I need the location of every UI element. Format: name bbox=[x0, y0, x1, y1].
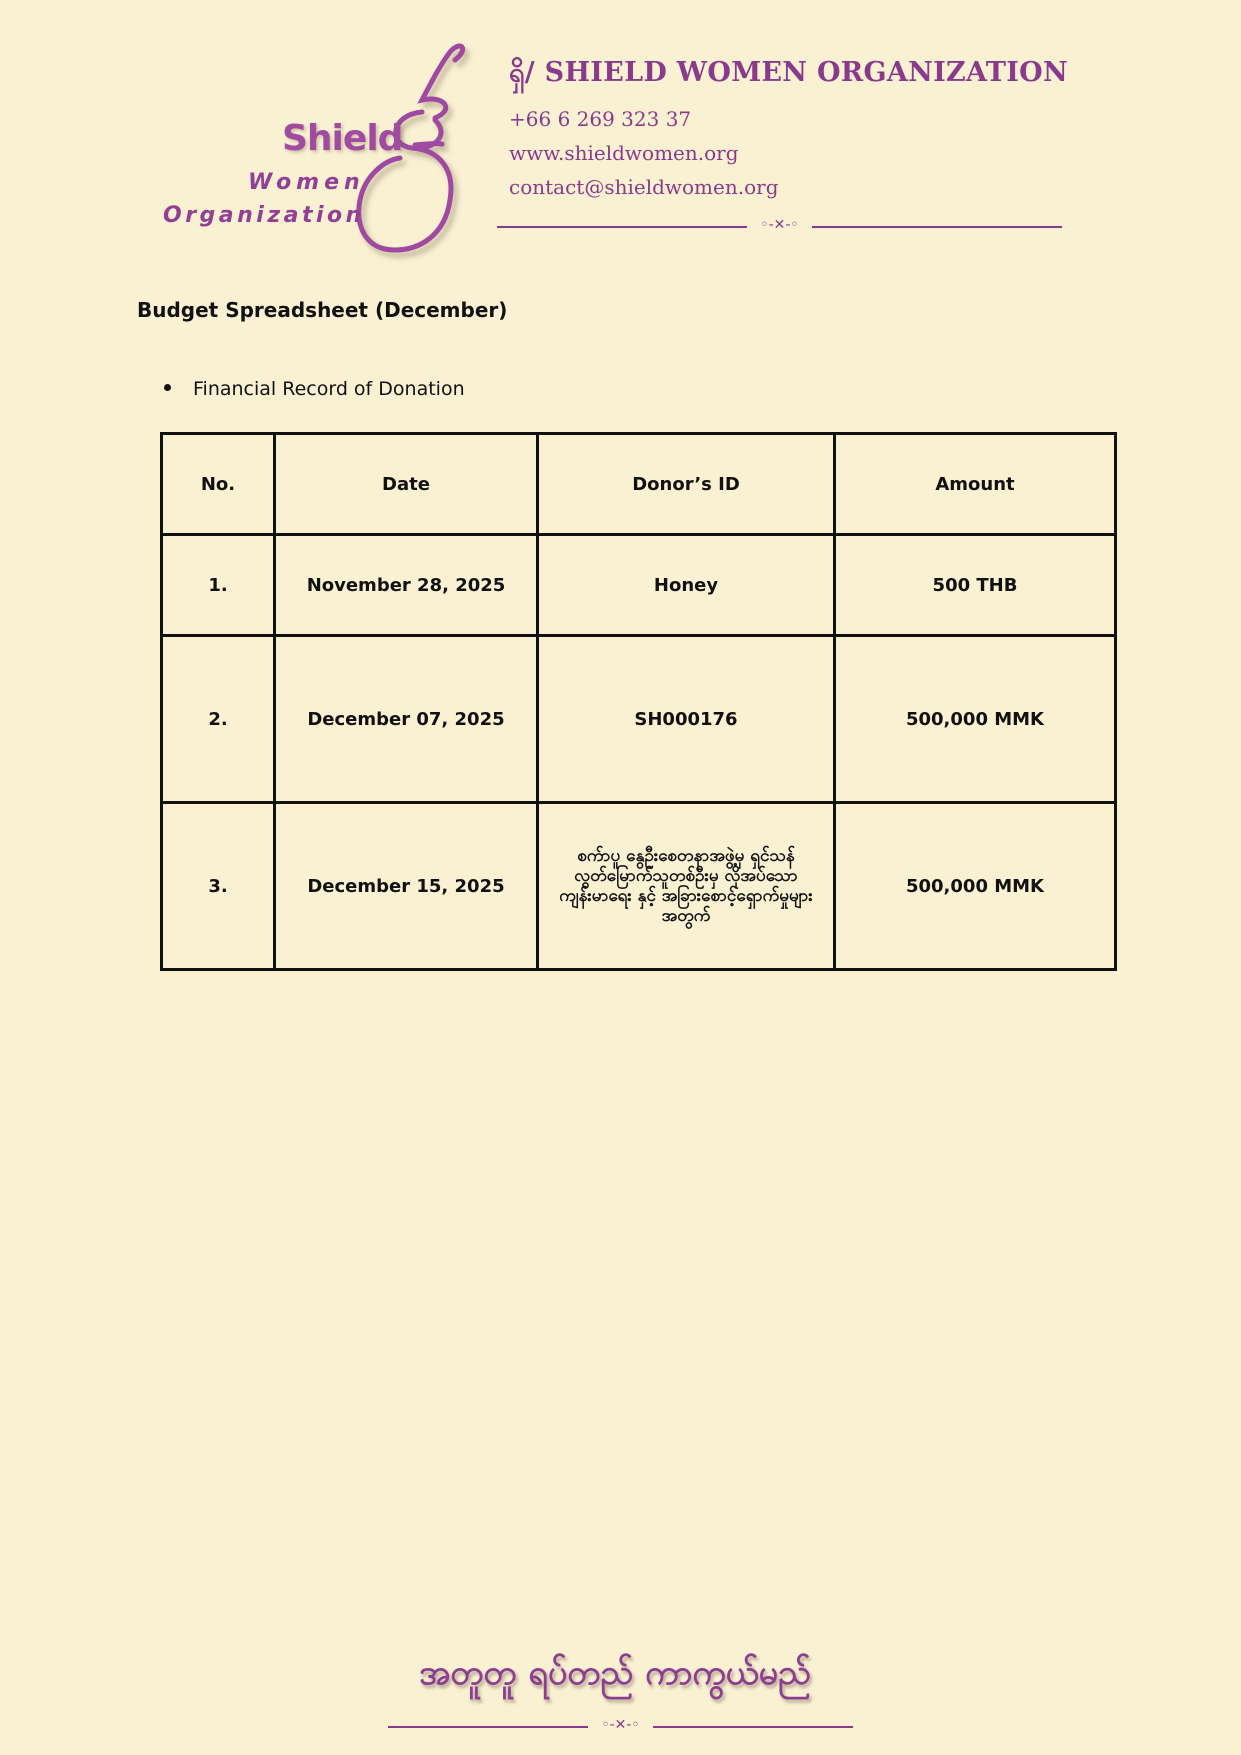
header-date: Date bbox=[275, 434, 538, 535]
header-divider bbox=[497, 217, 1062, 237]
donation-table bbox=[160, 432, 1117, 971]
phone-number: +66 6 269 323 37 bbox=[509, 107, 692, 131]
email-link[interactable]: contact@shieldwomen.org bbox=[509, 175, 779, 199]
logo-line-organization: Organization bbox=[163, 203, 365, 228]
cell-no: 2. bbox=[162, 636, 275, 803]
divider-line-left bbox=[497, 226, 747, 228]
cell-date: November 28, 2025 bbox=[275, 535, 538, 636]
organization-name: ရှိ/ SHIELD WOMEN ORGANIZATION bbox=[509, 57, 1068, 88]
bullet-item bbox=[164, 378, 465, 400]
footer-motto: အတူတူ ရပ်တည် ကာကွယ်မည် bbox=[419, 1653, 811, 1693]
header-no: No. bbox=[162, 434, 275, 535]
header-amount: Amount bbox=[835, 434, 1116, 535]
divider-line-left bbox=[388, 1726, 588, 1728]
cell-no: 3. bbox=[162, 803, 275, 970]
logo-line-women: Women bbox=[248, 170, 365, 195]
table-row bbox=[162, 803, 1116, 970]
table-row bbox=[162, 636, 1116, 803]
table-row bbox=[162, 535, 1116, 636]
cell-no: 1. bbox=[162, 535, 275, 636]
ornament-icon: ◦-✕-◦ bbox=[601, 1717, 640, 1733]
cell-date: December 15, 2025 bbox=[275, 803, 538, 970]
letterhead-contact bbox=[509, 55, 1068, 209]
page-title: Budget Spreadsheet (December) bbox=[137, 298, 508, 322]
ornament-icon: ◦-✕-◦ bbox=[760, 217, 799, 233]
divider-line-right bbox=[653, 1726, 853, 1728]
cell-donor-id: SH000176 bbox=[538, 636, 835, 803]
cell-amount: 500,000 MMK bbox=[835, 636, 1116, 803]
website-link[interactable]: www.shieldwomen.org bbox=[509, 141, 739, 165]
cell-date: December 07, 2025 bbox=[275, 636, 538, 803]
cell-donor-id: စက်ာပူ နွေဦးစေတနာအဖွဲ့မှ ရှင်သန်လွတ်မြောက်သူတစ်ဦးမှ လိုအပ်သော ကျန်းမာရေး နှင့် အခြားစောင့်ရှောက်မှုများ အတွက် bbox=[538, 803, 835, 970]
divider-line-right bbox=[812, 226, 1062, 228]
cell-amount: 500 THB bbox=[835, 535, 1116, 636]
logo-word: Shield bbox=[282, 118, 403, 159]
cell-donor-id: Honey bbox=[538, 535, 835, 636]
bullet-text: Financial Record of Donation bbox=[193, 378, 465, 400]
bullet-icon bbox=[164, 384, 171, 391]
table-header-row bbox=[162, 434, 1116, 535]
header-donor-id: Donor’s ID bbox=[538, 434, 835, 535]
footer-divider bbox=[388, 1717, 853, 1737]
cell-amount: 500,000 MMK bbox=[835, 803, 1116, 970]
